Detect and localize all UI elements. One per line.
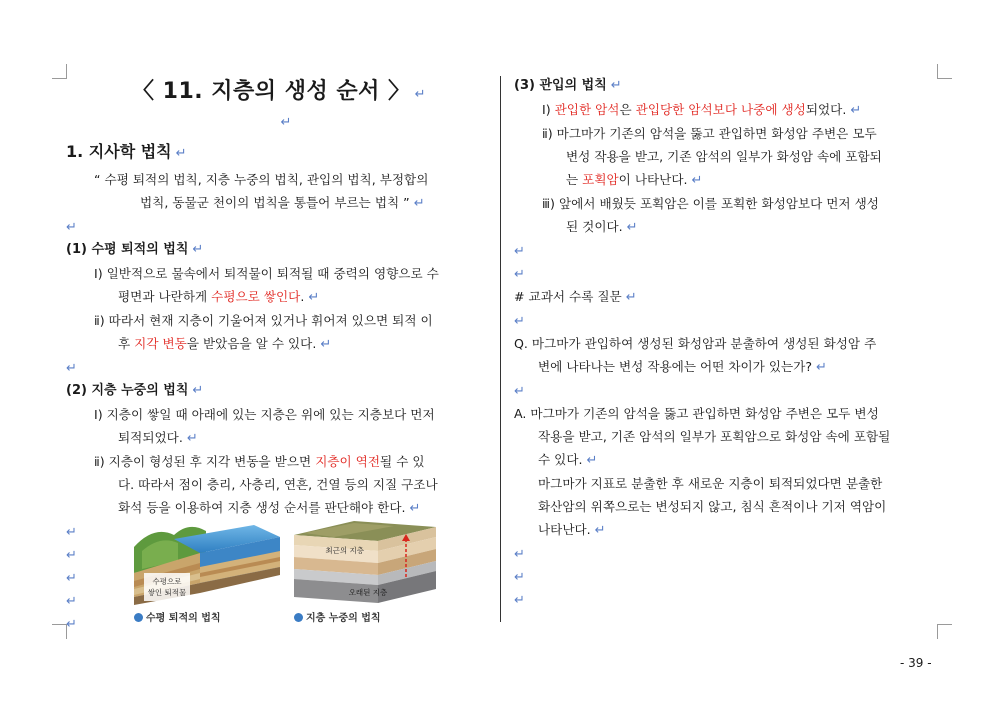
superposition-illustration <box>294 517 440 605</box>
highlight-text: 지각 변동 <box>134 336 187 351</box>
return-mark-icon: ↵ <box>514 593 525 608</box>
return-mark-icon: ↵ <box>192 242 204 257</box>
law2-item-2-line-1: ⅱ) 지층이 형성된 후 지각 변동을 받으면 지층이 역전될 수 있 <box>94 454 425 469</box>
law1-item-2-line-1: ⅱ) 따라서 현재 지층이 기울어져 있거나 휘어져 있으면 퇴적 이 <box>94 313 433 328</box>
law3-item-3-line-2: 된 것이다. ↵ <box>566 219 638 235</box>
law3-item-2-line-1: ⅱ) 마그마가 기존의 암석을 뚫고 관입하면 화성암 주변은 모두 <box>542 126 877 141</box>
right-column <box>514 74 940 611</box>
return-mark-icon: ↵ <box>514 547 525 562</box>
law1-item-1-line-1: Ⅰ) 일반적으로 물속에서 퇴적물이 퇴적될 때 중력의 영향으로 수 <box>94 266 439 281</box>
law3-item-1: Ⅰ) 관입한 암석은 관입당한 암석보다 나중에 생성되었다. ↵ <box>542 102 862 118</box>
return-mark-icon: ↵ <box>414 87 426 102</box>
figure-label: 오래된 지층 <box>348 588 388 597</box>
horizontal-deposition-illustration <box>134 517 280 605</box>
law1-heading: (1) 수평 퇴적의 법칙 ↵ <box>66 242 204 257</box>
crop-mark-bottom-left <box>52 624 67 639</box>
page-title <box>66 74 492 110</box>
answer-line-3: 수 있다. ↵ <box>538 452 598 468</box>
figure-superposition <box>294 517 440 624</box>
figure-label: 최근의 지층 <box>325 546 364 555</box>
return-mark-icon: ↵ <box>66 361 77 376</box>
law2-heading: (2) 지층 누중의 법칙 ↵ <box>66 383 204 398</box>
question-line-2: 변에 나타나는 변성 작용에는 어떤 차이가 있는가? ↵ <box>538 359 827 375</box>
return-mark-icon: ↵ <box>66 594 77 609</box>
figure-horizontal-deposition <box>134 517 280 624</box>
column-divider <box>500 76 501 622</box>
return-mark-icon: ↵ <box>308 290 320 305</box>
crop-mark-bottom-right <box>937 624 952 639</box>
highlight-text: 수평으로 쌓인다 <box>211 289 301 304</box>
law3-item-3-line-1: ⅲ) 앞에서 배웠듯 포획암은 이를 포획한 화성암보다 먼저 생성 <box>542 196 879 211</box>
highlight-text: 관입한 암석 <box>554 102 620 117</box>
return-mark-icon: ↵ <box>66 548 77 563</box>
law3-item-2-line-3: 는 포획암이 나타난다. ↵ <box>566 172 703 188</box>
crop-mark-top-left <box>52 64 67 79</box>
return-mark-icon: ↵ <box>66 617 77 632</box>
title-text: 〈 11. 지층의 생성 순서 〉 <box>132 79 411 104</box>
question-line-1: Q. 마그마가 관입하여 생성된 화성암과 분출하여 생성된 화성암 주 <box>514 336 877 351</box>
return-mark-icon: ↵ <box>192 383 204 398</box>
law2-item-2-line-2: 다. 따라서 점이 층리, 사층리, 연흔, 건열 등의 지질 구조나 <box>118 477 438 492</box>
return-mark-icon: ↵ <box>66 220 77 235</box>
return-mark-icon: ↵ <box>586 453 598 468</box>
quote-line-2: 법칙, 동물군 천이의 법칙을 통틀어 부르는 법칙 ” ↵ <box>140 195 425 211</box>
return-mark-icon: ↵ <box>186 431 198 446</box>
law3-item-2-line-2: 변성 작용을 받고, 기존 암석의 일부가 화성암 속에 포함되 <box>566 149 882 164</box>
answer-line-5: 화산암의 위쪽으로는 변성되지 않고, 침식 흔적이나 기저 역암이 <box>538 499 887 514</box>
law2-item-1-line-2: 퇴적되었다. ↵ <box>118 430 198 446</box>
caption-bullet-icon <box>294 613 303 622</box>
answer-line-1: A. 마그마가 기존의 암석을 뚫고 관입하면 화성암 주변은 모두 변성 <box>514 406 879 421</box>
figure-caption: 지층 누중의 법칙 <box>294 609 440 624</box>
return-mark-icon: ↵ <box>409 501 421 516</box>
law2-item-1-line-1: Ⅰ) 지층이 쌓일 때 아래에 있는 지층은 위에 있는 지층보다 먼저 <box>94 407 435 422</box>
return-mark-icon: ↵ <box>514 570 525 585</box>
highlight-text: 지층이 역전 <box>315 454 381 469</box>
return-mark-icon: ↵ <box>594 523 606 538</box>
return-mark-icon: ↵ <box>175 146 187 161</box>
law3-heading: (3) 관입의 법칙 ↵ <box>514 78 622 93</box>
return-mark-icon: ↵ <box>280 115 292 130</box>
return-mark-icon: ↵ <box>66 525 77 540</box>
figure-caption: 수평 퇴적의 법칙 <box>134 609 280 624</box>
quote-line-1: “ 수평 퇴적의 법칙, 지층 누중의 법칙, 관입의 법칙, 부정합의 <box>94 172 429 187</box>
law1-item-2-line-2: 후 지각 변동을 받았음을 알 수 있다. ↵ <box>118 336 332 352</box>
answer-line-4: 마그마가 지표로 분출한 후 새로운 지층이 퇴적되었다면 분출한 <box>538 476 883 491</box>
return-mark-icon: ↵ <box>413 196 425 211</box>
law2-item-2-line-3: 화석 등을 이용하여 지층 생성 순서를 판단해야 한다. ↵ <box>118 500 421 516</box>
answer-line-2: 작용을 받고, 기존 암석의 일부가 포획암으로 화성암 속에 포함될 <box>538 429 891 444</box>
caption-bullet-icon <box>134 613 143 622</box>
return-mark-icon: ↵ <box>514 384 525 399</box>
highlight-text: 관입당한 암석보다 나중에 생성 <box>635 102 806 117</box>
textbook-question-heading: # 교과서 수록 질문 ↵ <box>514 289 637 305</box>
return-mark-icon: ↵ <box>514 314 525 329</box>
highlight-text: 포획암 <box>582 172 619 187</box>
return-mark-icon: ↵ <box>514 267 525 282</box>
return-mark-icon: ↵ <box>626 220 638 235</box>
answer-line-6: 나타난다. ↵ <box>538 522 606 538</box>
return-mark-icon: ↵ <box>610 78 622 93</box>
return-mark-icon: ↵ <box>850 103 862 118</box>
section-heading: 1. 지사학 법칙 ↵ <box>66 142 187 161</box>
return-mark-icon: ↵ <box>691 173 703 188</box>
return-mark-icon: ↵ <box>320 337 332 352</box>
figure-label: 수평으로 <box>152 577 182 586</box>
return-mark-icon: ↵ <box>66 571 77 586</box>
return-mark-icon: ↵ <box>625 290 637 305</box>
return-mark-icon: ↵ <box>514 244 525 259</box>
return-mark-icon: ↵ <box>816 360 827 375</box>
page-number: - 39 - <box>900 656 932 670</box>
figure-label: 쌓인 퇴적물 <box>147 588 187 597</box>
law1-item-1-line-2: 평면과 나란하게 수평으로 쌓인다. ↵ <box>118 289 320 305</box>
